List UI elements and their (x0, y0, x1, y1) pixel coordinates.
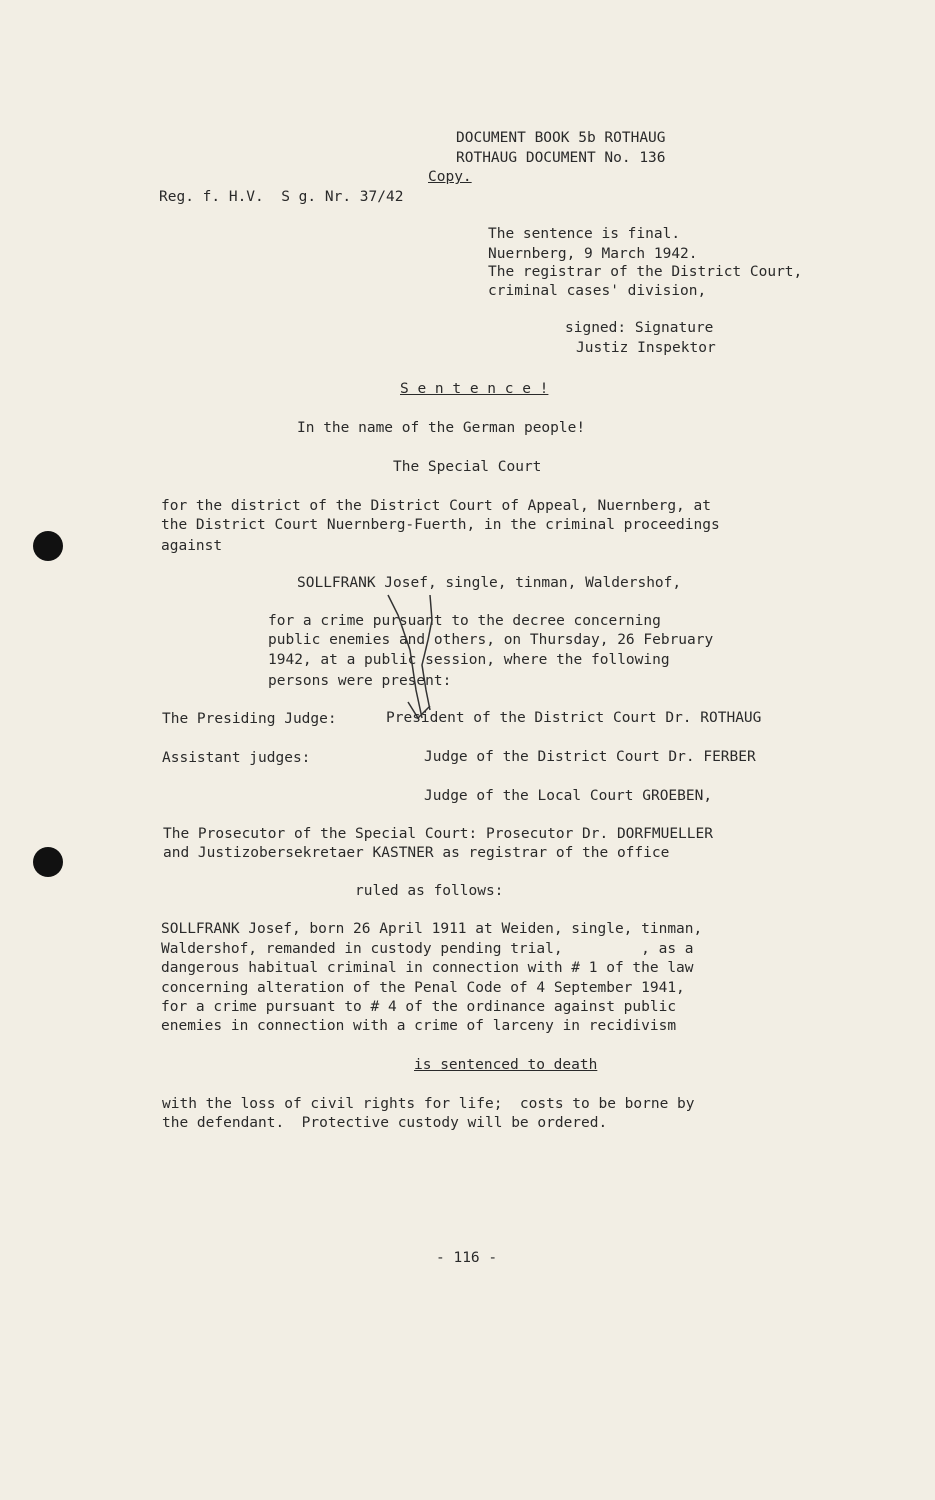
assistant-judge-1: Judge of the District Court Dr. FERBER (424, 749, 756, 765)
closing-line-2: the defendant. Protective custody will be ordered. (162, 1115, 608, 1131)
doc-number-line: ROTHAUG DOCUMENT No. 136 (456, 150, 666, 166)
presiding-judge-label: The Presiding Judge: (162, 711, 337, 727)
inspector-title: Justiz Inspektor (576, 340, 716, 356)
crime-line-1: for a crime pursuant to the decree concerning (268, 613, 661, 629)
page-number: - 116 - (436, 1250, 498, 1266)
registry-number: Reg. f. H.V. S g. Nr. 37/42 (159, 189, 404, 205)
ruling-line-4: concerning alteration of the Penal Code of 4 September 1941, (161, 980, 685, 996)
sentence-heading: S e n t e n c e ! (400, 381, 549, 397)
copy-label: Copy. (428, 169, 472, 185)
presiding-judge-value: President of the District Court Dr. ROTHAUG (386, 710, 762, 726)
intro-line-1: for the district of the District Court of Appeal, Nuernberg, at (161, 498, 711, 514)
defendant-line: SOLLFRANK Josef, single, tinman, Waldershof, (297, 575, 682, 591)
punch-hole-bottom (33, 847, 63, 877)
ruling-line-5: for a crime pursuant to # 4 of the ordinance against public (161, 999, 677, 1015)
ruling-line-3: dangerous habitual criminal in connection with # 1 of the law (161, 960, 694, 976)
final-note-line-2: Nuernberg, 9 March 1942. (488, 246, 698, 262)
crime-line-2: public enemies and others, on Thursday, 26 February (268, 632, 714, 648)
final-note-line-4: criminal cases' division, (488, 283, 707, 299)
final-note-line-3: The registrar of the District Court, (488, 264, 803, 280)
name-of-people: In the name of the German people! (297, 420, 586, 436)
prosecutor-line-1: The Prosecutor of the Special Court: Prosecutor Dr. DORFMUELLER (163, 826, 713, 842)
crime-line-4: persons were present: (268, 673, 452, 689)
doc-book-line: DOCUMENT BOOK 5b ROTHAUG (456, 130, 666, 146)
punch-hole-top (33, 531, 63, 561)
sentenced-line: is sentenced to death (414, 1057, 598, 1073)
court-title: The Special Court (393, 459, 542, 475)
intro-line-3: against (161, 538, 223, 554)
ruling-line-2: Waldershof, remanded in custody pending trial, , as a (161, 941, 694, 957)
ruled-line: ruled as follows: (355, 883, 504, 899)
ruling-line-6: enemies in connection with a crime of larceny in recidivism (161, 1018, 677, 1034)
assistant-judge-2: Judge of the Local Court GROEBEN, (424, 788, 713, 804)
intro-line-2: the District Court Nuernberg-Fuerth, in the criminal proceedings (161, 517, 720, 533)
crime-line-3: 1942, at a public session, where the following (268, 652, 670, 668)
signed-line: signed: Signature (565, 320, 714, 336)
final-note-line-1: The sentence is final. (488, 226, 681, 242)
assistant-judges-label: Assistant judges: (162, 750, 311, 766)
ruling-line-1: SOLLFRANK Josef, born 26 April 1911 at Weiden, single, tinman, (161, 921, 703, 937)
prosecutor-line-2: and Justizobersekretaer KASTNER as registrar of the office (163, 845, 670, 861)
closing-line-1: with the loss of civil rights for life; costs to be borne by (162, 1096, 695, 1112)
